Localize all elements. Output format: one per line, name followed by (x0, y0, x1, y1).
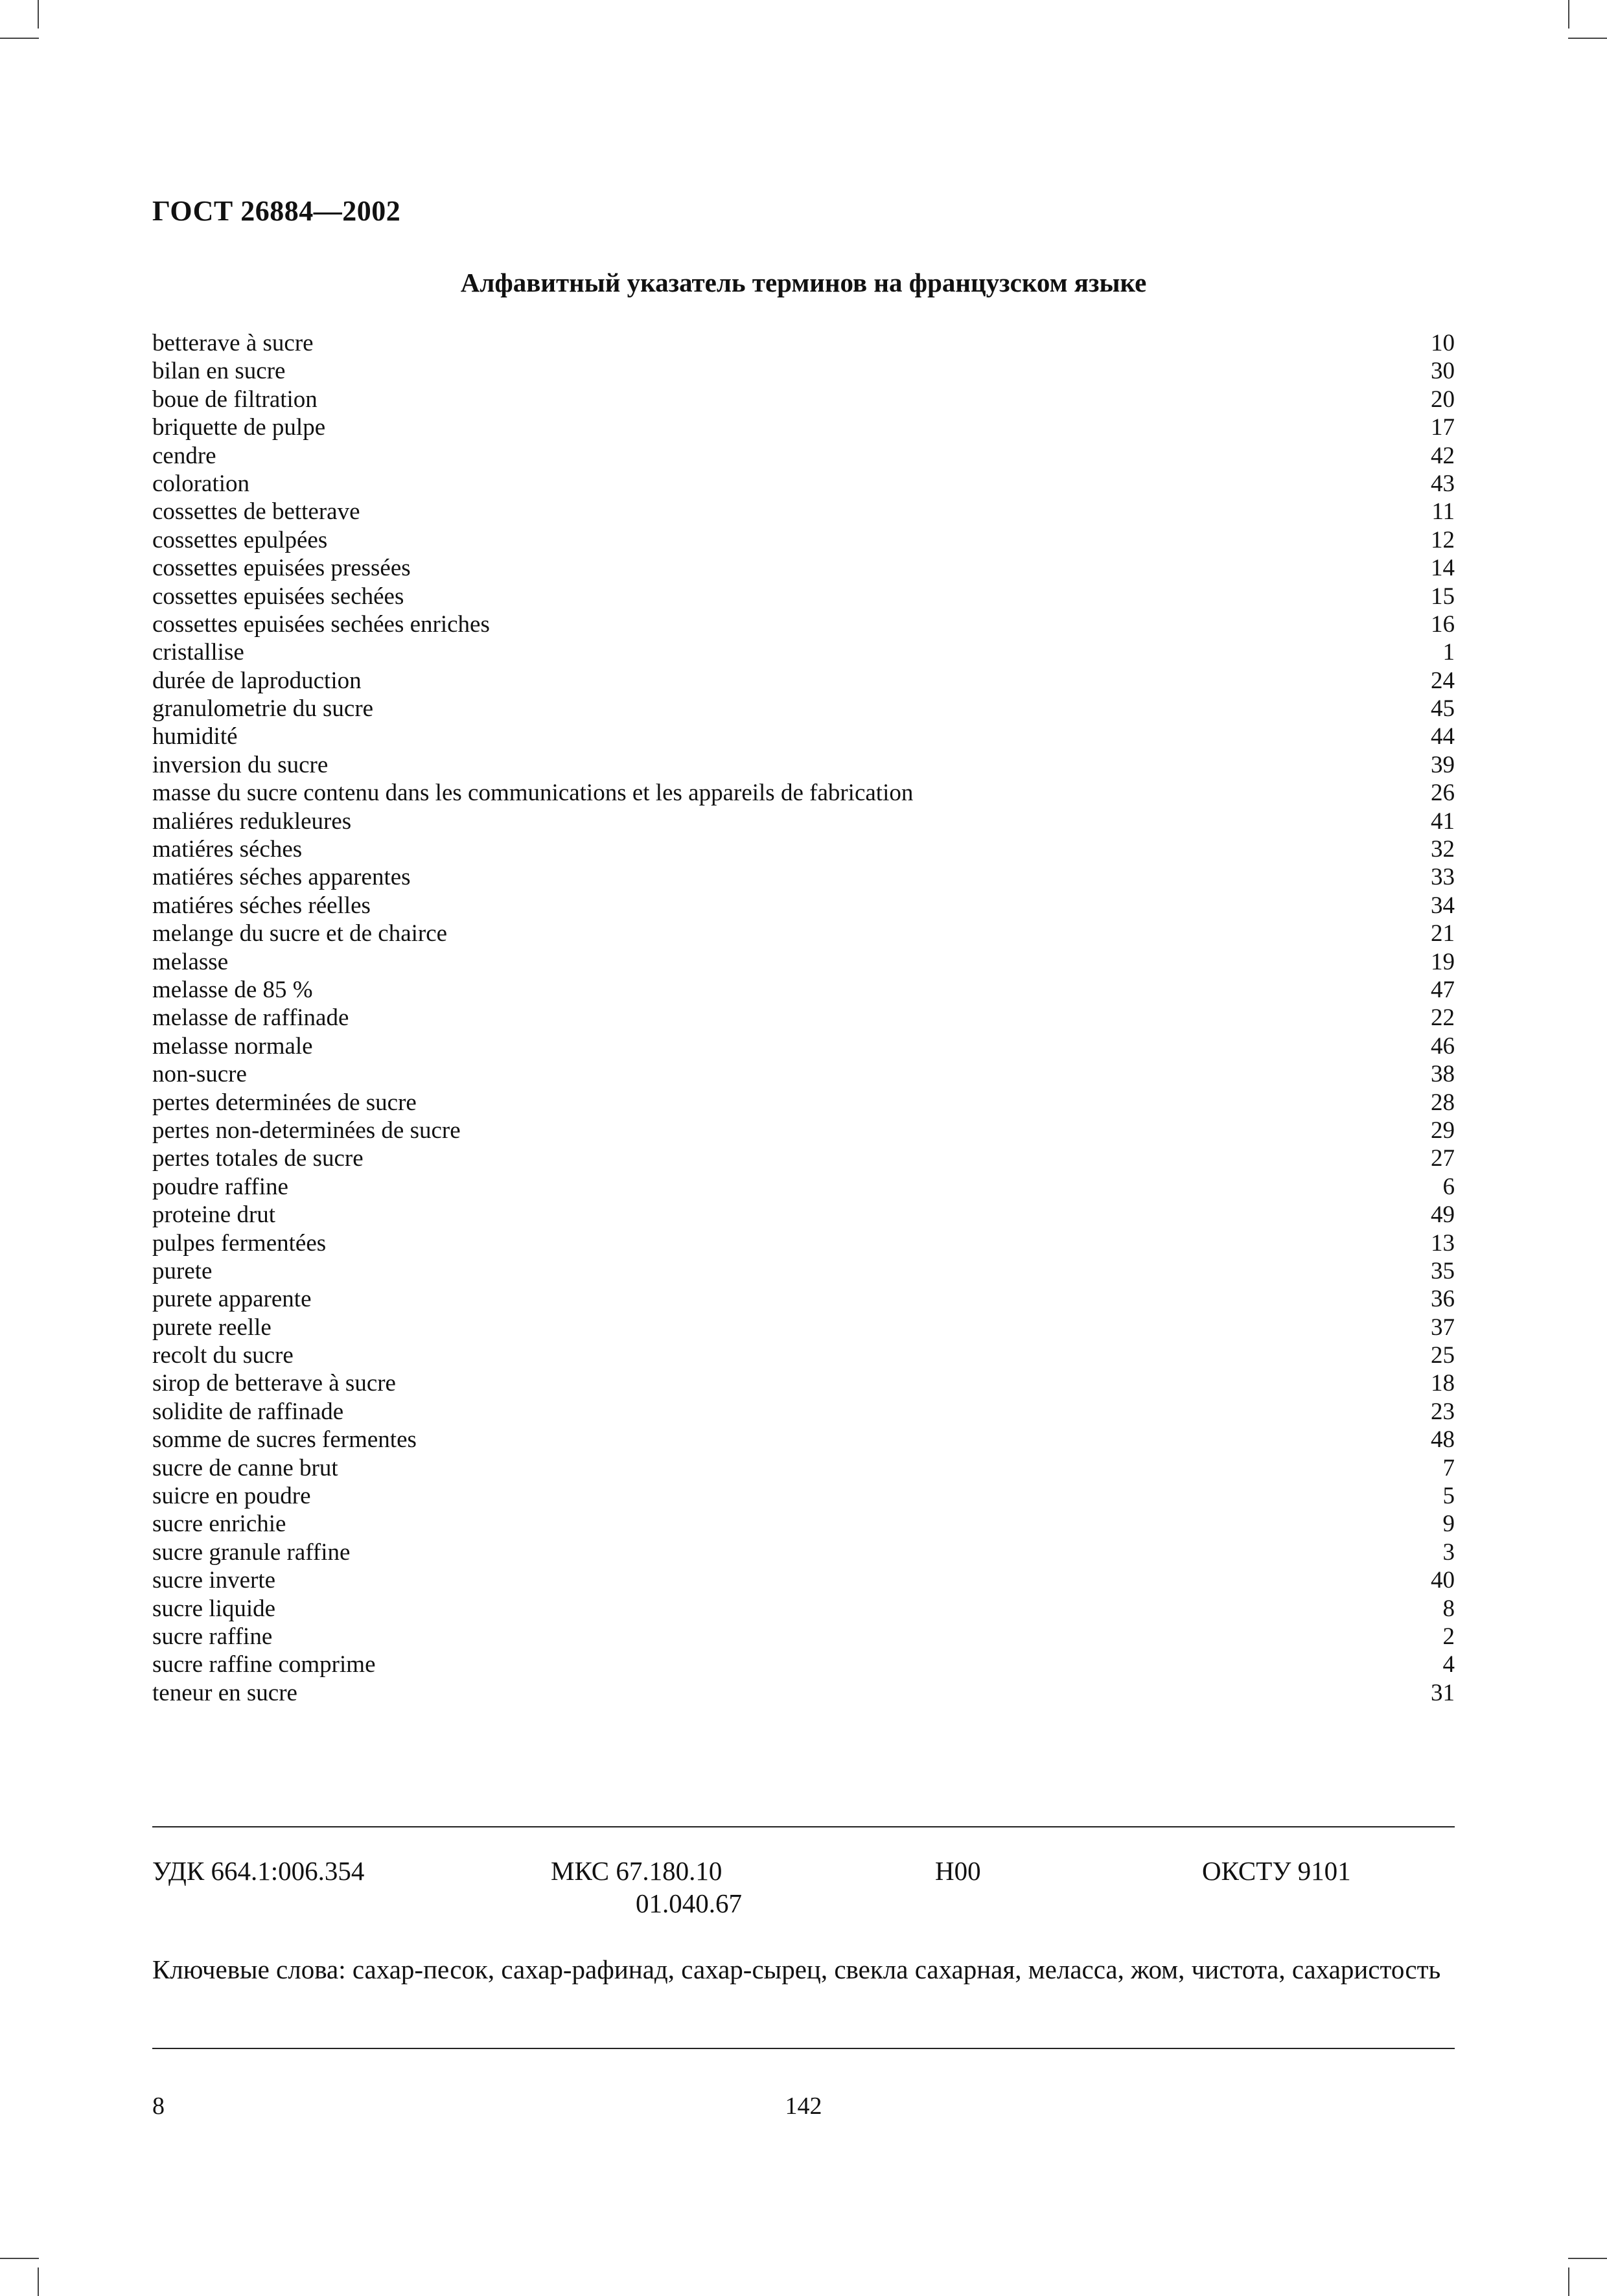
index-number: 17 (1431, 414, 1455, 441)
index-entry (152, 1651, 1455, 1678)
index-entry (152, 1679, 1455, 1707)
index-number: 4 (1442, 1651, 1455, 1678)
index-term: granulometrie du sucre (152, 695, 374, 723)
index-number: 21 (1431, 920, 1455, 947)
index-number: 26 (1431, 780, 1455, 807)
index-entry (152, 1004, 1455, 1032)
index-entry (152, 1173, 1455, 1201)
index-term: cristallise (152, 639, 244, 666)
index-entry (152, 892, 1455, 920)
index-entry (152, 1089, 1455, 1117)
index-number: 46 (1431, 1032, 1455, 1060)
index-entry (152, 638, 1455, 666)
rule-bottom (152, 2048, 1455, 2049)
index-number: 30 (1431, 358, 1455, 385)
index-number: 18 (1431, 1370, 1455, 1397)
index-number: 33 (1431, 864, 1455, 891)
index-number: 6 (1442, 1173, 1455, 1200)
index-term: matiéres séches réelles (152, 892, 371, 919)
index-entry (152, 386, 1455, 413)
index-number: 47 (1431, 976, 1455, 1003)
index-entry (152, 723, 1455, 750)
index-number: 15 (1431, 583, 1455, 610)
index-term: solidite de raffinade (152, 1398, 344, 1425)
index-number: 9 (1442, 1511, 1455, 1538)
crop-mark-bottom-left (38, 2267, 39, 2296)
index-term: recolt du sucre (152, 1342, 294, 1369)
crop-mark-bottom-right (1568, 2267, 1569, 2296)
index-term: pertes totales de sucre (152, 1145, 364, 1172)
index-term: pertes determinées de sucre (152, 1089, 417, 1116)
index-entry (152, 1454, 1455, 1482)
index-entry (152, 498, 1455, 526)
index-term: melasse de raffinade (152, 1004, 349, 1032)
index-entry (152, 1398, 1455, 1426)
index-term: matiéres séches (152, 836, 303, 863)
index-entry (152, 357, 1455, 385)
index-term: sucre raffine (152, 1623, 273, 1650)
index-entry (152, 976, 1455, 1004)
index-entry (152, 329, 1455, 357)
index-entry (152, 1117, 1455, 1144)
mks-line-2: 01.040.67 (636, 1888, 742, 1918)
index-term: coloration (152, 470, 250, 497)
index-entry (152, 667, 1455, 695)
group-code: Н00 (935, 1856, 981, 1886)
index-term: maliéres redukleures (152, 807, 352, 835)
index-entry (152, 470, 1455, 498)
index-term: pertes non-determinées de sucre (152, 1117, 461, 1144)
index-entry (152, 1482, 1455, 1510)
index-number: 5 (1442, 1483, 1455, 1510)
index-number: 40 (1431, 1567, 1455, 1594)
index-number: 38 (1431, 1061, 1455, 1088)
index-term: cossettes epulpées (152, 526, 328, 553)
index-entry (152, 1144, 1455, 1172)
index-entry (152, 1060, 1455, 1088)
document-code: ГОСТ 26884—2002 (152, 195, 401, 227)
index-term: suicre en poudre (152, 1483, 311, 1510)
index-title: Алфавитный указатель терминов на французском языке (460, 268, 1147, 297)
index-entry (152, 948, 1455, 976)
index-number: 7 (1442, 1454, 1455, 1481)
index-term: matiéres séches apparentes (152, 864, 411, 891)
crop-mark-top-left-h (0, 38, 39, 39)
index-entry (152, 751, 1455, 779)
index-entry (152, 442, 1455, 470)
index-number: 48 (1431, 1426, 1455, 1454)
index-term: non-sucre (152, 1061, 247, 1088)
index-number: 22 (1431, 1004, 1455, 1032)
index-entry (152, 1566, 1455, 1594)
index-entry (152, 695, 1455, 723)
index-term: briquette de pulpe (152, 414, 326, 441)
index-number: 45 (1431, 695, 1455, 723)
index-number: 49 (1431, 1201, 1455, 1229)
index-term: proteine drut (152, 1201, 276, 1229)
index-entry (152, 1032, 1455, 1060)
index-entry (152, 1314, 1455, 1341)
index-term: purete apparente (152, 1286, 312, 1313)
index-term: durée de laproduction (152, 667, 362, 694)
index-term: masse du sucre contenu dans les communications et les appareils de fabrication (152, 780, 914, 807)
index-entry (152, 863, 1455, 891)
index-term: cossettes de betterave (152, 498, 360, 526)
index-term: cendre (152, 442, 216, 469)
crop-mark-top-left (38, 0, 39, 29)
crop-mark-bottom-right-h (1568, 2258, 1607, 2259)
index-term: inversion du sucre (152, 751, 329, 778)
index-entry (152, 1229, 1455, 1257)
index-entry (152, 1623, 1455, 1651)
okstu-code: ОКСТУ 9101 (1202, 1856, 1351, 1886)
index-term: bilan en sucre (152, 358, 286, 385)
index-entry (152, 526, 1455, 554)
index-entry (152, 583, 1455, 610)
index-term: sucre inverte (152, 1567, 276, 1594)
index-term: sucre liquide (152, 1595, 276, 1622)
index-number: 10 (1431, 330, 1455, 356)
index-number: 14 (1431, 555, 1455, 582)
index-term: sucre de canne brut (152, 1454, 338, 1481)
index-entry (152, 610, 1455, 638)
index-entry (152, 1510, 1455, 1538)
index-entry (152, 920, 1455, 947)
index-number: 11 (1431, 498, 1455, 526)
index-number: 37 (1431, 1314, 1455, 1341)
index-term: humidité (152, 723, 238, 750)
index-term: poudre raffine (152, 1173, 288, 1200)
index-entry (152, 835, 1455, 863)
index-term: sucre raffine comprime (152, 1651, 376, 1678)
index-term: cossettes epuisées pressées (152, 555, 411, 582)
index-term: melasse (152, 948, 229, 975)
index-number: 19 (1431, 948, 1455, 975)
udk-code: УДК 664.1:006.354 (152, 1856, 365, 1886)
page-number-left: 8 (152, 2093, 165, 2120)
index-entry (152, 1595, 1455, 1623)
crop-mark-top-right-h (1568, 38, 1607, 39)
index-term: melasse normale (152, 1032, 313, 1060)
index-number: 24 (1431, 667, 1455, 694)
index-number: 28 (1431, 1089, 1455, 1116)
index-term: cossettes epuisées sechées enriches (152, 610, 490, 638)
index-entry (152, 1201, 1455, 1229)
index-number: 13 (1431, 1229, 1455, 1257)
rule-top (152, 1826, 1455, 1827)
index-number: 29 (1431, 1117, 1455, 1144)
index-number: 31 (1431, 1679, 1455, 1706)
index-term: melange du sucre et de chairce (152, 920, 448, 947)
index-entry (152, 554, 1455, 582)
index-term: purete reelle (152, 1314, 272, 1341)
index-number: 3 (1442, 1538, 1455, 1566)
crop-mark-top-right (1568, 0, 1569, 29)
mks-code (551, 1855, 742, 1919)
index-number: 27 (1431, 1145, 1455, 1172)
index-entry (152, 1341, 1455, 1369)
index-term: pulpes fermentées (152, 1229, 327, 1257)
index-number: 1 (1442, 639, 1455, 666)
index-number: 42 (1431, 442, 1455, 469)
index-entry (152, 1369, 1455, 1397)
index-entry (152, 1257, 1455, 1285)
index-number: 20 (1431, 386, 1455, 413)
index-term: teneur en sucre (152, 1679, 297, 1706)
index-number: 36 (1431, 1286, 1455, 1313)
index-entry (152, 1426, 1455, 1454)
index-entry (152, 413, 1455, 441)
index-number: 39 (1431, 751, 1455, 778)
index-number: 23 (1431, 1398, 1455, 1425)
page-number-center: 142 (785, 2093, 822, 2120)
index-number: 25 (1431, 1342, 1455, 1369)
term-index-list (152, 329, 1455, 1707)
index-number: 8 (1442, 1595, 1455, 1622)
index-entry (152, 1285, 1455, 1313)
index-term: cossettes epuisées sechées (152, 583, 404, 610)
index-number: 2 (1442, 1623, 1455, 1650)
index-number: 41 (1431, 807, 1455, 835)
keywords: Ключевые слова: сахар-песок, сахар-рафинад, сахар-сырец, свекла сахарная, меласса, жом, чистота, сахаристость (152, 1954, 1441, 1984)
index-term: melasse de 85 % (152, 976, 313, 1003)
index-number: 44 (1431, 723, 1455, 750)
mks-line-1: МКС 67.180.10 (551, 1856, 723, 1886)
index-entry (152, 1538, 1455, 1566)
index-term: boue de filtration (152, 386, 318, 413)
crop-mark-bottom-left-h (0, 2258, 39, 2259)
index-number: 34 (1431, 892, 1455, 919)
index-number: 35 (1431, 1257, 1455, 1284)
index-number: 43 (1431, 470, 1455, 497)
index-term: purete (152, 1257, 213, 1284)
index-term: sucre enrichie (152, 1511, 286, 1538)
index-term: sirop de betterave à sucre (152, 1370, 396, 1397)
index-number: 12 (1431, 526, 1455, 553)
index-term: sucre granule raffine (152, 1538, 351, 1566)
index-entry (152, 807, 1455, 835)
index-number: 32 (1431, 836, 1455, 863)
index-entry (152, 779, 1455, 807)
index-number: 16 (1431, 610, 1455, 638)
index-term: somme de sucres fermentes (152, 1426, 417, 1454)
index-term: betterave à sucre (152, 330, 314, 356)
